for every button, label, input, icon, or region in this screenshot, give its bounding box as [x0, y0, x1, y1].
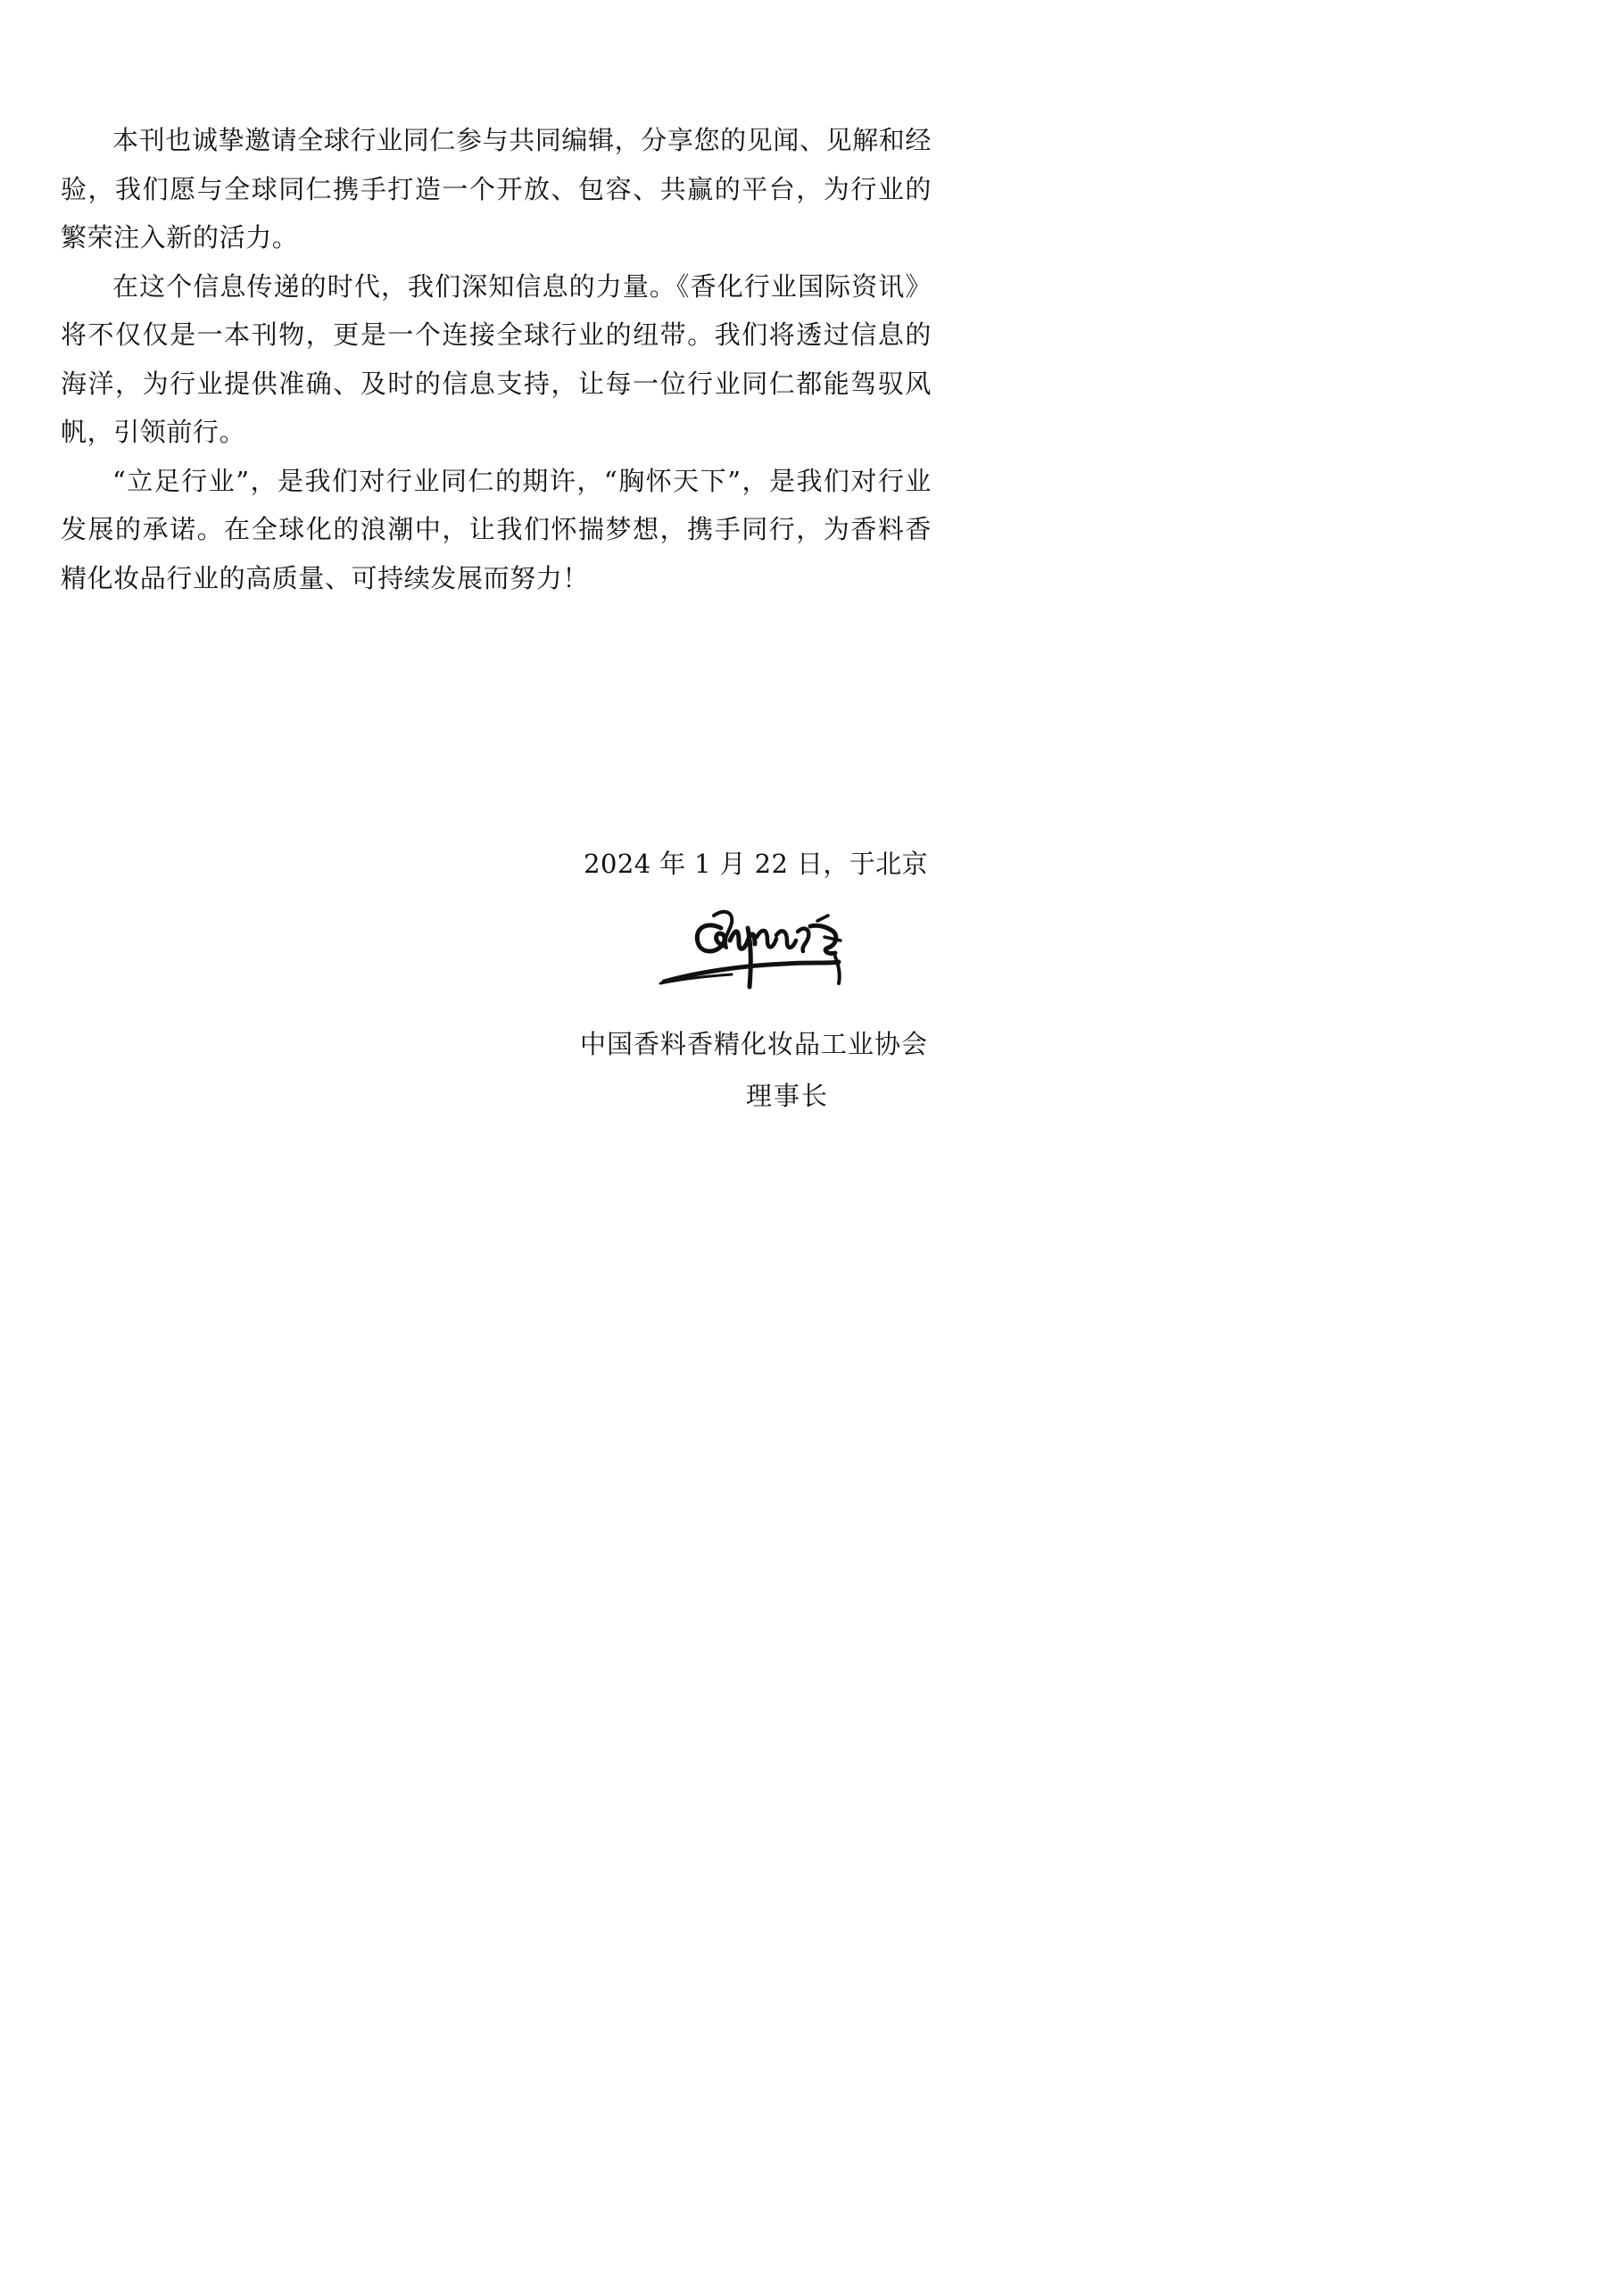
organization-name: 中国香料香精化妆品工业协会	[579, 1029, 928, 1059]
letter-body	[61, 116, 932, 602]
date-location-line: 2024 年 1 月 22 日，于北京	[584, 849, 928, 879]
paragraph-information-era: 在这个信息传递的时代，我们深知信息的力量。《香化行业国际资讯》将不仅仅是一本刊物，更是一个连接全球行业的纽带。我们将透过信息的海洋，为行业提供准确、及时的信息支持，让每一位行业同仁都能驾驭风帆，引领前行。	[61, 270, 932, 447]
paragraph-invitation: 本刊也诚挚邀请全球行业同仁参与共同编辑，分享您的见闻、见解和经验，我们愿与全球同仁携手打造一个开放、包容、共赢的平台，为行业的繁荣注入新的活力。	[61, 125, 932, 253]
paragraph-commitment: “立足行业”，是我们对行业同仁的期许，“胸怀天下”，是我们对行业发展的承诺。在全球化的浪潮中，让我们怀揣梦想，携手同行，为香料香精化妆品行业的高质量、可持续发展而努力！	[61, 465, 932, 593]
letter-page	[0, 0, 985, 1393]
position-title: 理事长	[746, 1081, 830, 1111]
handwritten-signature	[651, 901, 866, 1008]
